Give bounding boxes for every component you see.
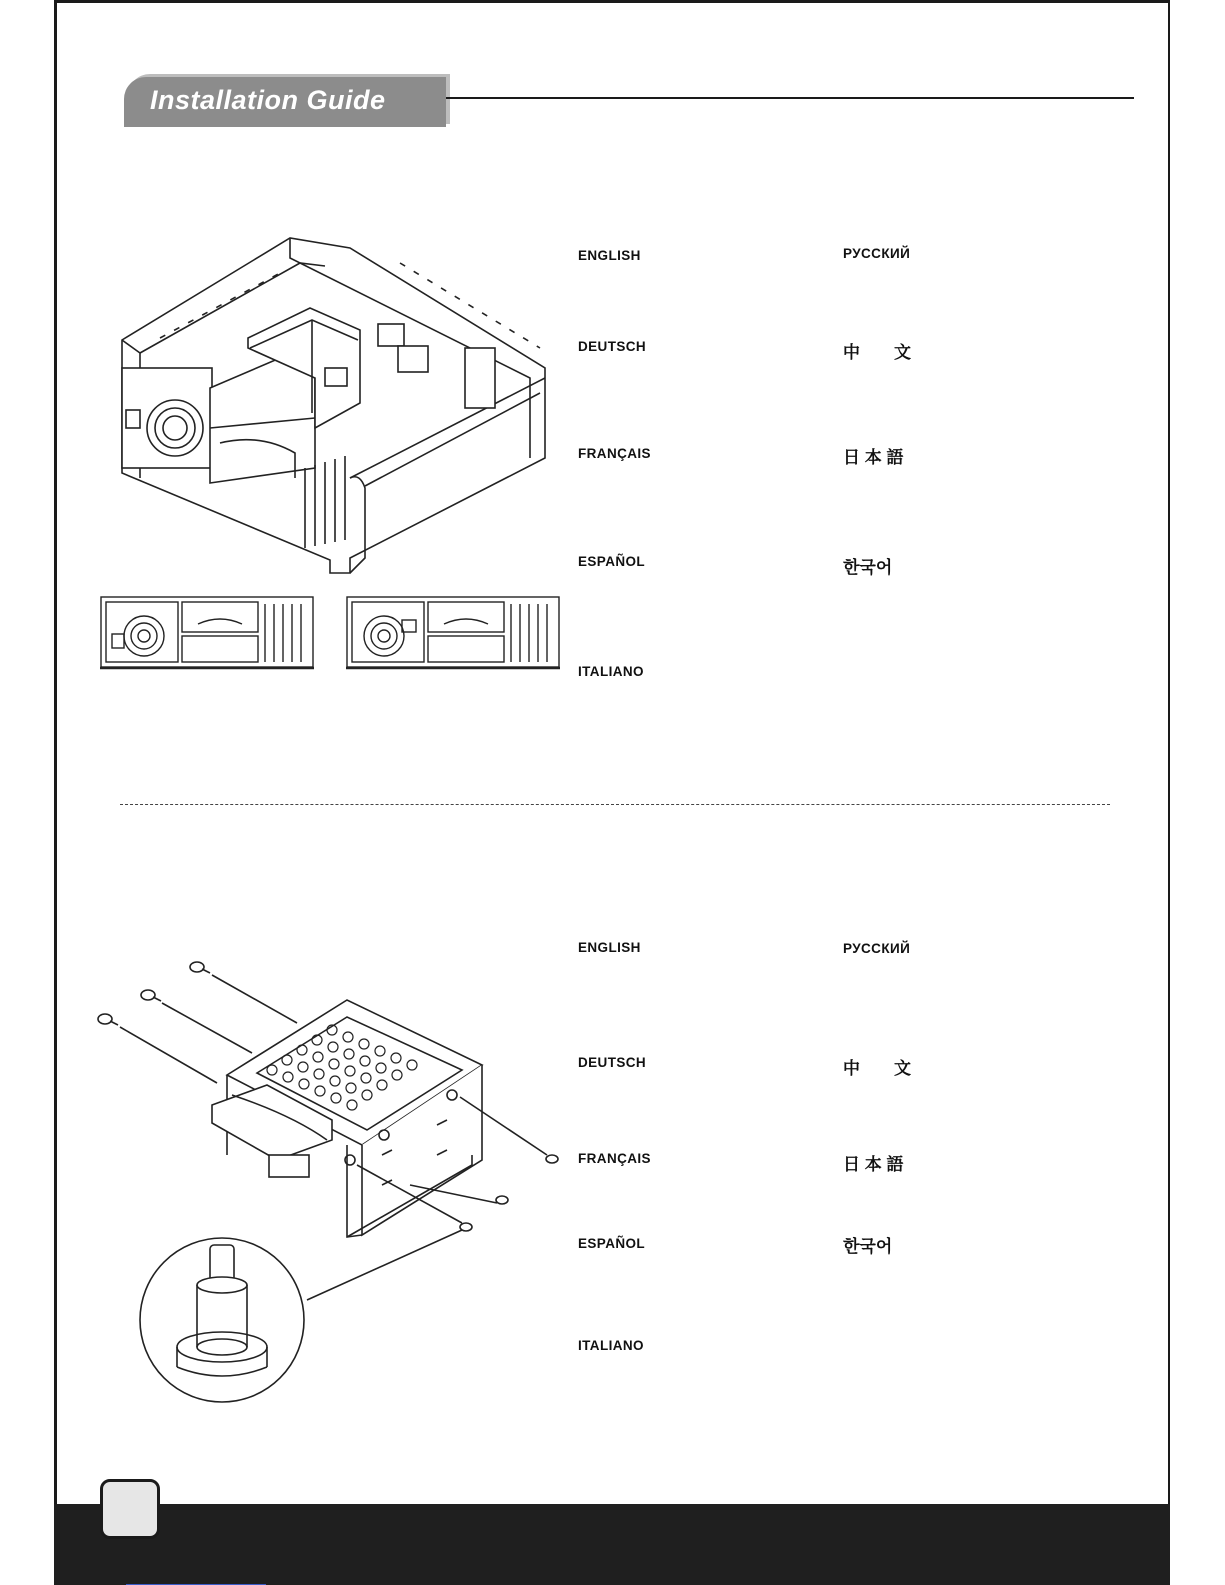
lang-heading-chinese-2: 中 文 <box>843 1059 911 1078</box>
lang-heading-english-2: ENGLISH <box>578 940 641 955</box>
page-frame-left <box>54 0 57 1520</box>
lang-heading-japanese-2: 日 本 語 <box>843 1155 904 1174</box>
screw-icon <box>190 962 210 973</box>
lang-heading-italiano: ITALIANO <box>578 664 644 679</box>
lang-heading-deutsch: DEUTSCH <box>578 339 647 354</box>
lang-heading-korean: 한국어 <box>843 558 893 577</box>
page-title: Installation Guide <box>150 85 386 115</box>
lang-heading-english: ENGLISH <box>578 248 641 263</box>
page-frame-top <box>56 0 1170 3</box>
header-tab <box>124 77 446 127</box>
case-interior-illustration <box>100 228 560 588</box>
rear-view-left-illustration <box>100 596 314 672</box>
lang-heading-francais: FRANÇAIS <box>578 446 651 461</box>
lang-heading-francais-2: FRANÇAIS <box>578 1151 651 1166</box>
lang-heading-korean-2: 한국어 <box>843 1237 893 1256</box>
lang-heading-russian-2: РУССКИЙ <box>843 941 911 956</box>
rear-view-right-illustration <box>346 596 560 672</box>
drive-cage-illustration <box>92 955 562 1415</box>
lang-heading-japanese: 日 本 語 <box>843 448 904 467</box>
lang-heading-italiano-2: ITALIANO <box>578 1338 644 1353</box>
lang-heading-deutsch-2: DEUTSCH <box>578 1055 647 1070</box>
page-number-badge <box>100 1479 160 1539</box>
lang-heading-chinese: 中 文 <box>843 343 911 362</box>
lang-heading-espanol: ESPAÑOL <box>578 554 646 569</box>
header-rule <box>446 97 1134 99</box>
page-frame-right <box>1168 0 1170 1520</box>
lang-heading-espanol-2: ESPAÑOL <box>578 1236 646 1251</box>
footer-bar <box>54 1504 1170 1585</box>
lang-heading-russian: РУССКИЙ <box>843 246 911 261</box>
section-divider <box>120 804 1110 805</box>
